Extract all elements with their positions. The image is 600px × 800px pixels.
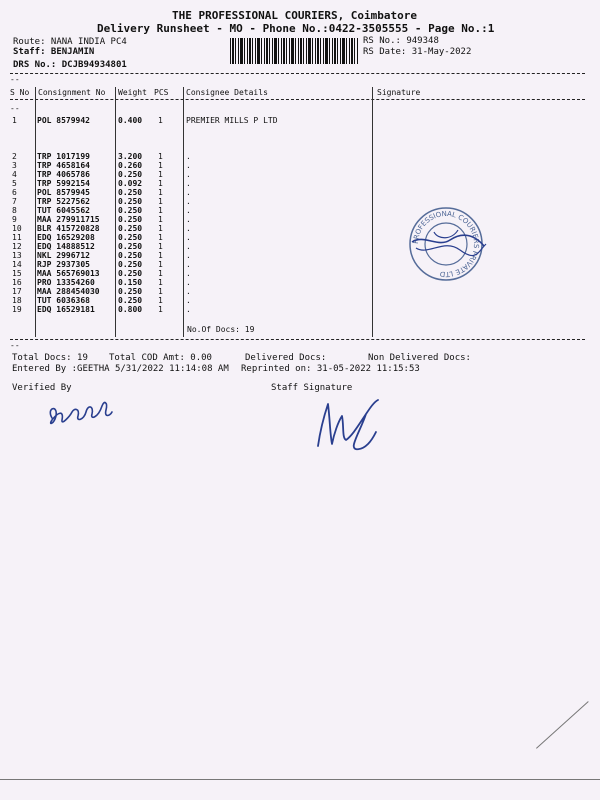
- col-header-pcs: PCS: [154, 88, 169, 97]
- cell-weight: 0.250: [118, 215, 143, 224]
- cell-weight: 0.250: [118, 269, 143, 278]
- cell-weight: 0.092: [118, 179, 143, 188]
- cell-consignment: MAA 279911715: [37, 215, 100, 224]
- cell-consignee: .: [186, 152, 191, 161]
- column-divider: [115, 87, 116, 337]
- stamp-text: PROFESSIONAL COURIERS PRIVATE LTD: [411, 209, 481, 279]
- cell-consignee: .: [186, 269, 191, 278]
- cell-consignment: TUT 6045562: [37, 206, 90, 215]
- cell-sno: 16: [12, 278, 22, 287]
- cell-weight: 0.250: [118, 233, 143, 242]
- col-header-sno: S No: [10, 88, 30, 97]
- runsheet-title: Delivery Runsheet - MO - Phone No.:0422-3505555 - Page No.:1: [97, 22, 495, 35]
- cell-pcs: 1: [158, 278, 163, 287]
- cell-weight: 0.250: [118, 287, 143, 296]
- cell-weight: 0.260: [118, 161, 143, 170]
- cell-sno: 7: [12, 197, 17, 206]
- cell-pcs: 1: [158, 287, 163, 296]
- staff-signature: [308, 396, 388, 456]
- cell-consignment: TRP 5992154: [37, 179, 90, 188]
- cell-weight: 0.800: [118, 305, 143, 314]
- cell-consignment: TRP 4658164: [37, 161, 90, 170]
- cell-consignment: TRP 1017199: [37, 152, 90, 161]
- cell-consignment: EDQ 16529208: [37, 233, 95, 242]
- cell-consignment: POL 8579942: [37, 116, 90, 125]
- cell-consignee: .: [186, 287, 191, 296]
- verified-by-label: Verified By: [12, 383, 72, 393]
- cell-consignment: EDQ 16529181: [37, 305, 95, 314]
- cell-consignee: .: [186, 161, 191, 170]
- cell-pcs: 1: [158, 242, 163, 251]
- column-divider: [183, 87, 184, 337]
- cell-sno: 17: [12, 287, 22, 296]
- cell-pcs: 1: [158, 197, 163, 206]
- cell-consignment: TRP 4065786: [37, 170, 90, 179]
- cell-consignment: TUT 6036368: [37, 296, 90, 305]
- cell-pcs: 1: [158, 260, 163, 269]
- header-top-rule: [10, 73, 585, 74]
- verifier-signature: [44, 394, 114, 434]
- cell-consignee: .: [186, 242, 191, 251]
- cell-weight: 3.200: [118, 152, 143, 161]
- cell-weight: 0.150: [118, 278, 143, 287]
- cell-pcs: 1: [158, 233, 163, 242]
- cell-sno: 11: [12, 233, 22, 242]
- delivered-docs: Delivered Docs:: [245, 353, 327, 363]
- cell-sno: 4: [12, 170, 17, 179]
- cell-pcs: 1: [158, 161, 163, 170]
- cell-consignee: .: [186, 233, 191, 242]
- company-name: THE PROFESSIONAL COURIERS, Coimbatore: [172, 9, 418, 22]
- cell-consignment: TRP 5227562: [37, 197, 90, 206]
- cell-weight: 0.250: [118, 197, 143, 206]
- cell-sno: 1: [12, 116, 17, 125]
- cell-pcs: 1: [158, 251, 163, 260]
- header-bottom-rule: [10, 99, 585, 100]
- cell-sno: 2: [12, 152, 17, 161]
- cell-pcs: 1: [158, 170, 163, 179]
- cell-consignment: MAA 565769013: [37, 269, 100, 278]
- row-spacer-mark: --: [10, 104, 20, 113]
- scan-mark: [536, 701, 589, 749]
- cell-pcs: 1: [158, 224, 163, 233]
- cell-weight: 0.250: [118, 188, 143, 197]
- cell-consignee: .: [186, 296, 191, 305]
- cell-pcs: 1: [158, 269, 163, 278]
- cell-pcs: 1: [158, 206, 163, 215]
- cell-consignment: RJP 2937305: [37, 260, 90, 269]
- cell-consignment: BLR 415720828: [37, 224, 100, 233]
- col-header-signature: Signature: [377, 88, 421, 97]
- cell-sno: 10: [12, 224, 22, 233]
- cell-consignment: NKL 2996712: [37, 251, 90, 260]
- cell-weight: 0.250: [118, 224, 143, 233]
- staff-signature-label: Staff Signature: [271, 383, 353, 393]
- cell-sno: 5: [12, 179, 17, 188]
- cell-sno: 15: [12, 269, 22, 278]
- reprinted-on: Reprinted on: 31-05-2022 11:15:53: [241, 364, 420, 374]
- cell-consignee: .: [186, 224, 191, 233]
- col-header-consignment: Consignment No: [38, 88, 106, 97]
- staff-name: Staff: BENJAMIN: [13, 47, 95, 57]
- barcode: [230, 38, 358, 64]
- cell-pcs: 1: [158, 116, 163, 125]
- non-delivered-docs: Non Delivered Docs:: [368, 353, 471, 363]
- no-of-docs: No.Of Docs: 19: [187, 325, 255, 334]
- rs-date: RS Date: 31-May-2022: [363, 47, 472, 57]
- cell-weight: 0.250: [118, 206, 143, 215]
- svg-text:PROFESSIONAL COURIERS PRIVATE: [412, 210, 480, 278]
- scan-mark: [0, 779, 600, 780]
- cell-weight: 0.400: [118, 116, 143, 125]
- cell-consignee: .: [186, 188, 191, 197]
- column-divider: [35, 87, 36, 337]
- route: Route: NANA INDIA PC4: [13, 37, 127, 47]
- cell-weight: 0.250: [118, 242, 143, 251]
- cell-consignee: .: [186, 278, 191, 287]
- row-spacer-mark: --: [10, 341, 20, 350]
- col-header-weight: Weight: [118, 88, 147, 97]
- entered-by: Entered By :GEETHA 5/31/2022 11:14:08 AM: [12, 364, 229, 374]
- col-header-consignee: Consignee Details: [186, 88, 268, 97]
- cell-sno: 18: [12, 296, 22, 305]
- cell-pcs: 1: [158, 179, 163, 188]
- cell-consignee: .: [186, 179, 191, 188]
- cell-sno: 3: [12, 161, 17, 170]
- cell-consignee: .: [186, 305, 191, 314]
- cell-consignee: .: [186, 206, 191, 215]
- drs-number: DRS No.: DCJB94934801: [13, 60, 127, 70]
- cell-consignment: EDQ 14888512: [37, 242, 95, 251]
- cell-consignee: .: [186, 251, 191, 260]
- cell-pcs: 1: [158, 215, 163, 224]
- row-spacer-mark: --: [10, 75, 20, 84]
- cell-sno: 13: [12, 251, 22, 260]
- cell-pcs: 1: [158, 296, 163, 305]
- cell-consignment: MAA 288454030: [37, 287, 100, 296]
- cell-consignment: POL 8579945: [37, 188, 90, 197]
- cell-weight: 0.250: [118, 170, 143, 179]
- total-cod-amount: Total COD Amt: 0.00: [109, 353, 212, 363]
- rs-number: RS No.: 949348: [363, 36, 439, 46]
- total-docs: Total Docs: 19: [12, 353, 88, 363]
- cell-weight: 0.250: [118, 296, 143, 305]
- cell-consignee: .: [186, 260, 191, 269]
- cell-consignment: PRO 13354260: [37, 278, 95, 287]
- cell-consignee: .: [186, 170, 191, 179]
- cell-sno: 12: [12, 242, 22, 251]
- cell-sno: 9: [12, 215, 17, 224]
- cell-pcs: 1: [158, 305, 163, 314]
- cell-consignee: PREMIER MILLS P LTD: [186, 116, 278, 125]
- cell-pcs: 1: [158, 152, 163, 161]
- cell-consignee: .: [186, 197, 191, 206]
- cell-weight: 0.250: [118, 260, 143, 269]
- cell-sno: 19: [12, 305, 22, 314]
- cell-consignee: .: [186, 215, 191, 224]
- cell-sno: 6: [12, 188, 17, 197]
- cell-pcs: 1: [158, 188, 163, 197]
- column-divider: [372, 87, 373, 337]
- company-stamp: [404, 204, 488, 284]
- cell-weight: 0.250: [118, 251, 143, 260]
- cell-sno: 14: [12, 260, 22, 269]
- table-bottom-rule: [10, 339, 585, 340]
- cell-sno: 8: [12, 206, 17, 215]
